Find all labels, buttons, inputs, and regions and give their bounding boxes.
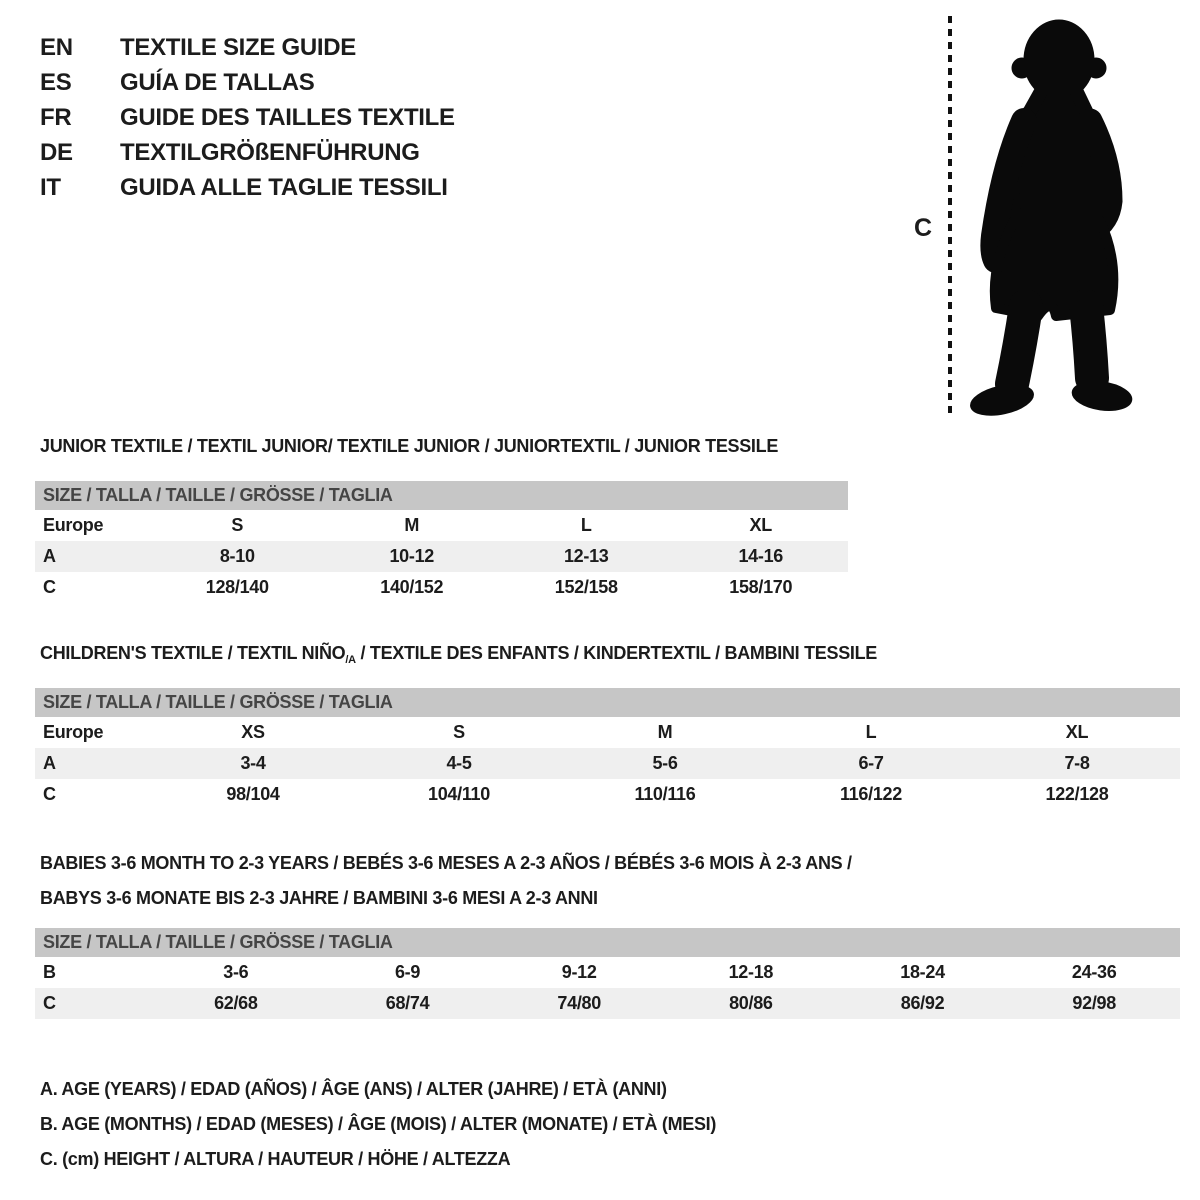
language-row: [40, 100, 455, 135]
language-code: ES: [40, 69, 72, 96]
measurement-legend: [40, 1072, 716, 1177]
row-label: Europe: [43, 722, 104, 742]
table-cell: XS: [241, 722, 265, 742]
table-cell: 12-18: [728, 962, 774, 982]
row-label: C: [43, 993, 56, 1013]
table-cell: 86/92: [900, 993, 945, 1013]
table-cell: 12-13: [563, 546, 609, 566]
junior-size-table: [35, 481, 848, 603]
table-header: SIZE / TALLA / TAILLE / GRÖSSE / TAGLIA: [35, 928, 1180, 957]
text-line: A. AGE (YEARS) / EDAD (AÑOS) / ÂGE (ANS) / ALTER (JAHRE) / ETÀ (ANNI): [40, 1079, 667, 1099]
children-size-table: [35, 688, 1180, 810]
junior-section-title: JUNIOR TEXTILE / TEXTIL JUNIOR/ TEXTILE JUNIOR / JUNIORTEXTIL / JUNIOR TESSILE: [40, 436, 779, 456]
table-cell: 7-8: [1064, 753, 1090, 773]
row-label: C: [43, 784, 56, 804]
table-row: [35, 572, 848, 603]
text-line: B. AGE (MONTHS) / EDAD (MESES) / ÂGE (MOIS) / ALTER (MONATE) / ETÀ (MESI): [40, 1114, 717, 1134]
table-cell: 6-9: [394, 962, 421, 982]
table-cell: 5-6: [652, 753, 678, 773]
table-header: SIZE / TALLA / TAILLE / GRÖSSE / TAGLIA: [35, 688, 1180, 717]
row-label: Europe: [43, 515, 104, 535]
toddler-silhouette-icon: [960, 16, 1144, 422]
table-cell: 6-7: [858, 753, 884, 773]
table-row: [35, 748, 1180, 779]
table-cell: XL: [1065, 722, 1089, 742]
table-body: [35, 957, 1180, 1019]
language-code: FR: [40, 104, 72, 131]
table-cell: 122/128: [1045, 784, 1109, 804]
language-code: IT: [40, 174, 61, 201]
table-cell: 80/86: [729, 993, 773, 1013]
language-row: [40, 30, 455, 65]
table-row: [35, 510, 848, 541]
table-cell: 140/152: [380, 577, 444, 597]
table-cell: 62/68: [214, 993, 258, 1013]
table-cell: S: [231, 515, 244, 535]
table-cell: M: [404, 515, 420, 535]
table-body: [35, 717, 1180, 810]
babies-section-title: [40, 846, 852, 916]
children-title-post: / TEXTILE DES ENFANTS / KINDERTEXTIL / BAMBINI TESSILE: [355, 643, 877, 663]
table-cell: S: [453, 722, 465, 742]
table-row: [35, 779, 1180, 810]
guide-title: TEXTILGRÖßENFÜHRUNG: [120, 139, 420, 166]
table-cell: 24-36: [1071, 962, 1117, 982]
text-line: BABYS 3-6 MONATE BIS 2-3 JAHRE / BAMBINI 3-6 MESI A 2-3 ANNI: [40, 888, 598, 908]
table-row: [35, 957, 1180, 988]
babies-size-table: [35, 928, 1180, 1019]
text-line: C. (cm) HEIGHT / ALTURA / HAUTEUR / HÖHE / ALTEZZA: [40, 1149, 511, 1169]
guide-title: TEXTILE SIZE GUIDE: [120, 34, 356, 61]
language-row: [40, 135, 455, 170]
row-label: B: [43, 962, 56, 982]
table-cell: 4-5: [446, 753, 472, 773]
children-section-title: [40, 643, 877, 666]
table-cell: 92/98: [1072, 993, 1116, 1013]
table-row: [35, 988, 1180, 1019]
guide-title: GUIDE DES TAILLES TEXTILE: [120, 104, 455, 131]
height-dashed-line: [948, 16, 952, 416]
table-cell: 110/116: [634, 784, 696, 804]
table-cell: 104/110: [428, 784, 490, 804]
children-title-pre: CHILDREN'S TEXTILE / TEXTIL NIÑO: [40, 643, 346, 663]
table-cell: L: [865, 722, 877, 742]
language-code: EN: [40, 34, 73, 61]
table-cell: 128/140: [205, 577, 269, 597]
language-title-list: [40, 30, 455, 205]
table-cell: 68/74: [385, 993, 430, 1013]
height-measure-label: C: [914, 214, 932, 242]
children-title-sub: /A: [345, 654, 356, 666]
table-cell: L: [580, 515, 592, 535]
text-line: BABIES 3-6 MONTH TO 2-3 YEARS / BEBÉS 3-6 MESES A 2-3 AÑOS / BÉBÉS 3-6 MOIS À 2-3 ANS /: [40, 853, 852, 873]
table-cell: 14-16: [738, 546, 784, 566]
table-cell: 10-12: [389, 546, 435, 566]
table-cell: 158/170: [729, 577, 793, 597]
table-cell: 116/122: [840, 784, 902, 804]
table-header: SIZE / TALLA / TAILLE / GRÖSSE / TAGLIA: [35, 481, 848, 510]
row-label: C: [43, 577, 56, 597]
table-cell: 9-12: [561, 962, 597, 982]
table-row: [35, 717, 1180, 748]
table-cell: 152/158: [554, 577, 618, 597]
language-row: [40, 65, 455, 100]
table-cell: 3-6: [223, 962, 249, 982]
language-code: DE: [40, 139, 73, 166]
table-cell: M: [657, 722, 673, 742]
table-cell: 74/80: [557, 993, 601, 1013]
table-body: [35, 510, 848, 603]
guide-title: GUIDA ALLE TAGLIE TESSILI: [120, 174, 448, 201]
table-row: [35, 541, 848, 572]
table-cell: 18-24: [900, 962, 945, 982]
row-label: A: [43, 753, 56, 773]
table-cell: 98/104: [226, 784, 280, 804]
row-label: A: [43, 546, 56, 566]
table-cell: 3-4: [240, 753, 266, 773]
table-cell: XL: [749, 515, 772, 535]
table-cell: 8-10: [219, 546, 255, 566]
guide-title: GUÍA DE TALLAS: [120, 69, 315, 96]
language-row: [40, 170, 455, 205]
